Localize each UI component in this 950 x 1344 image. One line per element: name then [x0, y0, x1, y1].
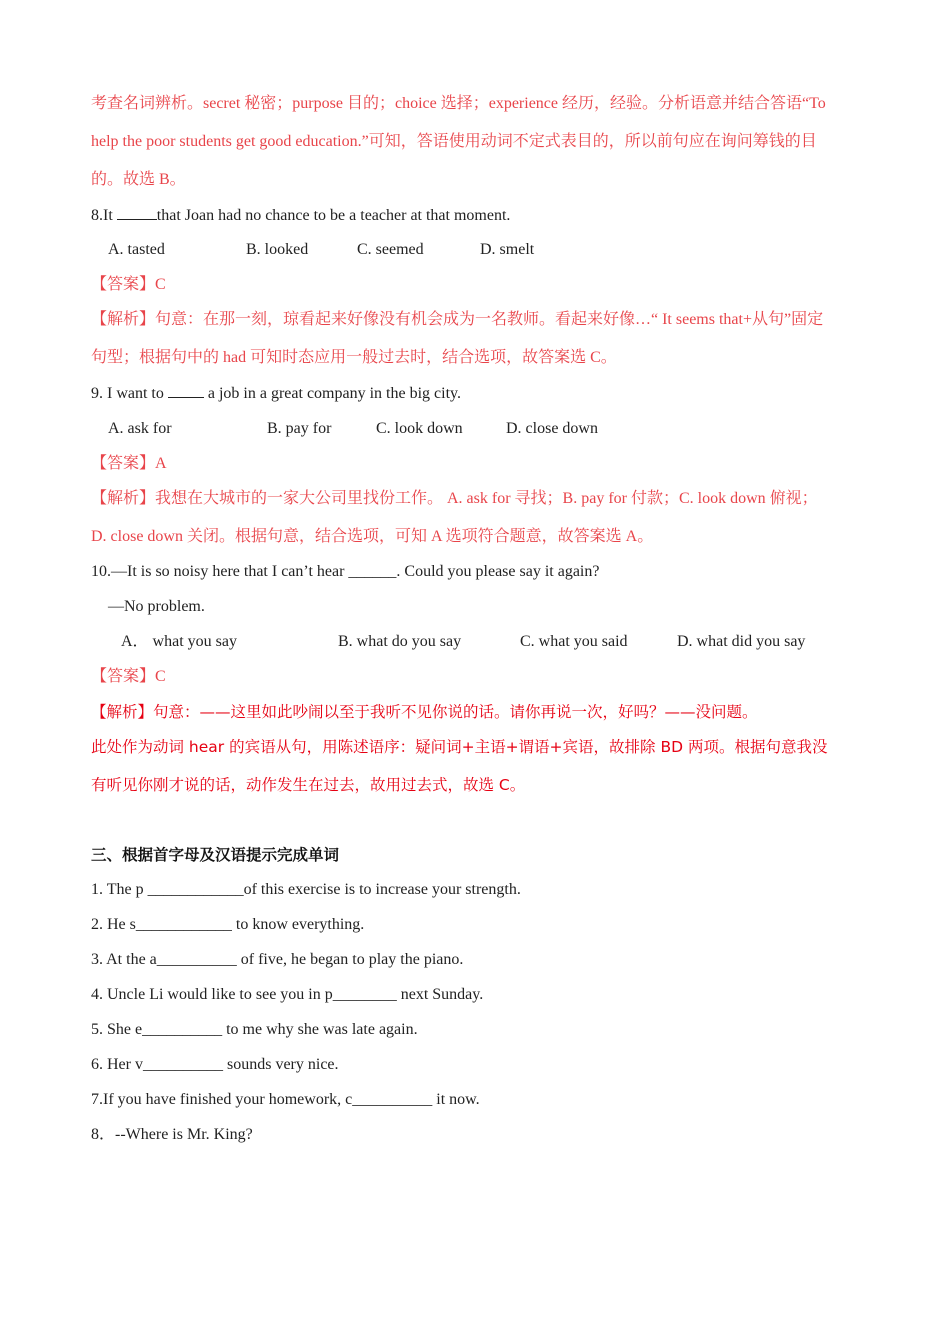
s3-item-3: 3. At the a__________ of five, he began to play the piano. [91, 951, 464, 968]
q9-blank [168, 383, 204, 398]
q8-stem-post: that Joan had no chance to be a teacher at that moment. [156, 207, 511, 224]
expl7-line3: 的。故选 B。 [91, 171, 186, 188]
q8-option-d: D. smelt [480, 241, 535, 258]
s3-item-7: 7.If you have finished your homework, c__________ it now. [91, 1091, 480, 1108]
s3-item-1: 1. The p ____________of this exercise is to increase your strength. [91, 881, 521, 898]
q9-stem-pre: 9. I want to [91, 385, 168, 402]
q10-expl-line2: 此处作为动词 hear 的宾语从句，用陈述语序：疑问词+主语+谓语+宾语，故排除 BD 两项。根据句意我没 [91, 738, 828, 756]
q10-reply: —No problem. [108, 598, 205, 615]
q8-option-a: A. tasted [108, 241, 165, 258]
q9-option-d: D. close down [506, 420, 598, 437]
q10-expl-line1: 【解析】句意：——这里如此吵闹以至于我听不见你说的话。请你再说一次，好吗？——没问题。 [91, 703, 758, 721]
s3-item-4: 4. Uncle Li would like to see you in p________ next Sunday. [91, 986, 484, 1003]
q9-option-b: B. pay for [267, 420, 332, 437]
s3-item-8: 8．--Where is Mr. King? [91, 1126, 253, 1143]
s3-item-6: 6. Her v__________ sounds very nice. [91, 1056, 339, 1073]
q9-answer: 【答案】A [91, 455, 167, 472]
q8-stem-pre: 8.It [91, 207, 117, 224]
expl7-line2: help the poor students get good education.”可知，答语使用动词不定式表目的，所以前句应在询问筹钱的目 [91, 133, 817, 150]
q10-option-a: A． what you say [121, 633, 237, 650]
q9-stem-post: a job in a great company in the big city. [203, 385, 461, 402]
q10-option-d: D. what did you say [677, 633, 806, 650]
q10-answer: 【答案】C [91, 668, 166, 685]
q8-expl-line2: 句型；根据句中的 had 可知时态应用一般过去时，结合选项，故答案选 C。 [91, 349, 617, 366]
q9-option-a: A. ask for [108, 420, 172, 437]
s3-item-5: 5. She e__________ to me why she was late again. [91, 1021, 418, 1038]
q9-option-c: C. look down [376, 420, 463, 437]
q9-expl-line1: 【解析】我想在大城市的一家大公司里找份工作。 A. ask for 寻找；B. pay for 付款；C. look down 俯视； [91, 490, 818, 507]
q8-expl-line1: 【解析】句意：在那一刻，琼看起来好像没有机会成为一名教师。看起来好像…“ It seems that+从句”固定 [91, 311, 824, 328]
q8-answer: 【答案】C [91, 276, 166, 293]
q8-option-b: B. looked [246, 241, 309, 258]
q8-blank [117, 205, 157, 220]
expl7-line1: 考查名词辨析。secret 秘密；purpose 目的；choice 选择；experience 经历，经验。分析语意并结合答语“To [91, 95, 826, 112]
q9-stem [91, 383, 870, 404]
s3-item-2: 2. He s____________ to know everything. [91, 916, 365, 933]
q10-expl-line3: 有听见你刚才说的话，动作发生在过去，故用过去式，故选 C。 [91, 776, 526, 794]
q10-stem: 10.—It is so noisy here that I can’t hear ______. Could you please say it again? [91, 563, 600, 580]
q9-expl-line2: D. close down 关闭。根据句意，结合选项，可知 A 选项符合题意，故答案选 A。 [91, 528, 654, 545]
section3-title: 三、根据首字母及汉语提示完成单词 [91, 846, 340, 864]
q8-option-c: C. seemed [357, 241, 424, 258]
q10-option-b: B. what do you say [338, 633, 462, 650]
q10-option-c: C. what you said [520, 633, 628, 650]
q8-stem [91, 205, 870, 226]
